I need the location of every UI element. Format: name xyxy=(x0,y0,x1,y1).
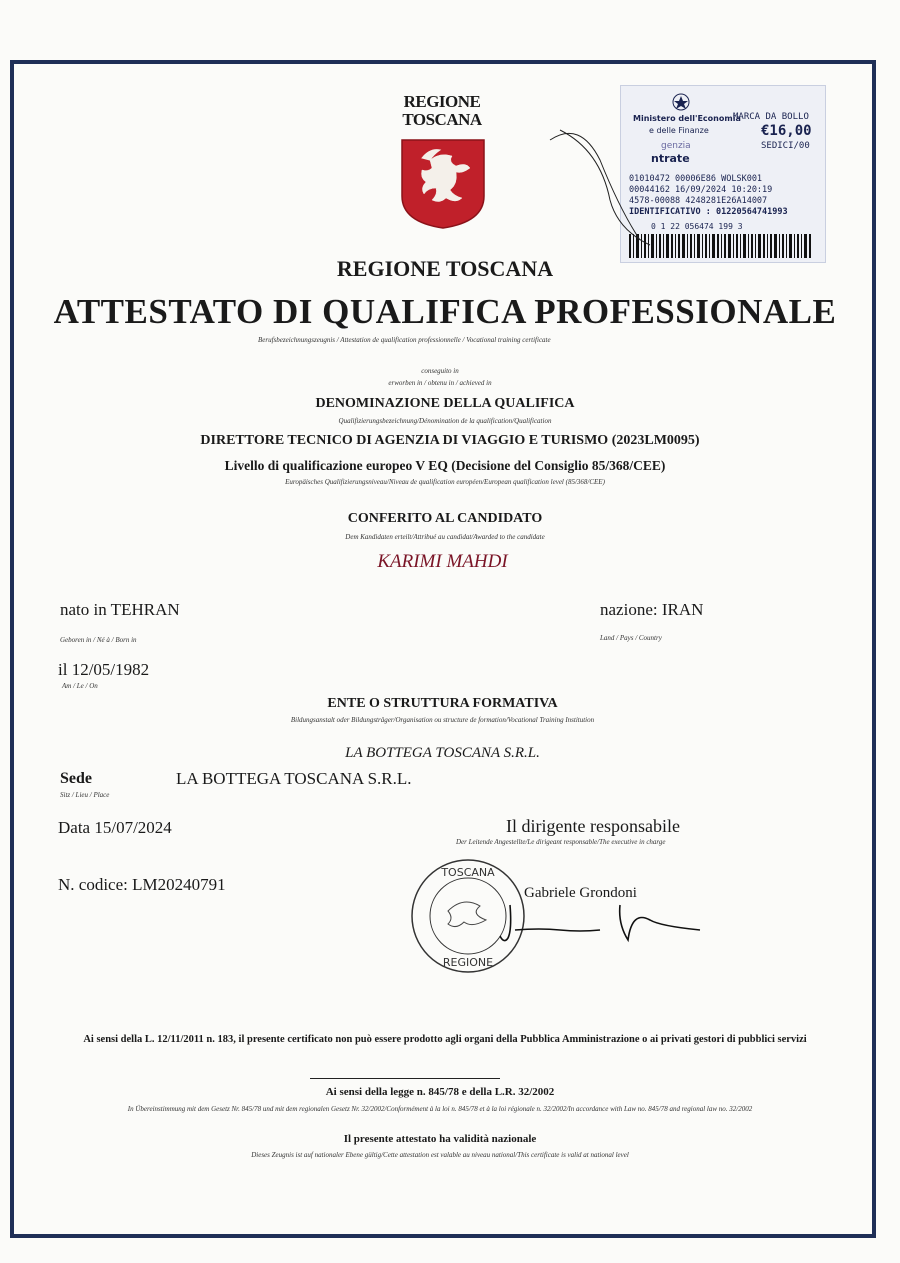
seat-value: LA BOTTEGA TOSCANA S.R.L. xyxy=(176,769,412,788)
region-heading: REGIONE TOSCANA xyxy=(336,256,554,281)
obtained-label: conseguito in xyxy=(421,367,459,375)
birthdate: il 12/05/1982 xyxy=(58,660,150,679)
ministry-emblem-icon xyxy=(671,92,691,112)
stamp-amount: €16,00 xyxy=(761,123,812,139)
candidate-heading-translation: Dem Kandidaten erteilt/Attribué au candidat/Awarded to the candidate xyxy=(345,533,545,541)
region-logo-text xyxy=(392,93,492,129)
region-shield-logo xyxy=(400,138,486,230)
legal-notice: Ai sensi della L. 12/11/2011 n. 183, il presente certificato non può essere prodotto agli organi della Pubblica Amministrazione o ai privati gestori di pubblici servizi xyxy=(83,1034,807,1045)
qualification-heading-translation: Qualifizierungsbezeichnung/Dénomination de la qualification/Qualification xyxy=(338,417,552,425)
handwritten-signature xyxy=(460,900,710,950)
stamp-type: MARCA DA BOLLO xyxy=(733,112,809,122)
birthdate-translation: Am / Le / On xyxy=(62,682,98,690)
stamp-cancellation-scribble xyxy=(540,100,660,250)
qualification-level: Livello di qualificazione europeo V EQ (Decisione del Consiglio 85/368/CEE) xyxy=(224,458,666,473)
stamp-row-3: 4578-00088 4248281E26A14007 xyxy=(629,196,768,206)
stamp-barcode-number: 0 1 22 056474 199 3 xyxy=(651,222,743,231)
national-validity: Il presente attestato ha validità nazionale xyxy=(343,1133,537,1145)
qualification-name: DIRETTORE TECNICO DI AGENZIA DI VIAGGIO E TURISMO (2023LM0095) xyxy=(200,433,700,448)
qualification-level-translation: Europäisches Qualifizierungsniveau/Niveau de qualification européen/European qualification level (85/368/CEE) xyxy=(285,478,605,486)
seal-text-top: TOSCANA xyxy=(441,866,495,879)
signer-title: Il dirigente responsabile xyxy=(506,816,680,836)
stamp-row-1: 01010472 00006E86 WOLSK001 xyxy=(629,174,763,184)
signer-name: Gabriele Grondoni xyxy=(524,885,637,901)
candidate-name: KARIMI MAHDI xyxy=(377,551,508,572)
issue-date: Data 15/07/2024 xyxy=(58,818,172,837)
national-validity-translation: Dieses Zeugnis ist auf nationaler Ebene gültig/Cette attestation est valable au niveau national/This certificate is valid at national level xyxy=(251,1151,629,1159)
birthplace: nato in TEHRAN xyxy=(60,600,180,619)
seat-translation: Sitz / Lieu / Place xyxy=(60,791,110,799)
certificate-title-translation: Berufsbezeichnungszeugnis / Attestation de qualification professionnelle / Vocational training certificate xyxy=(258,336,551,344)
seal-text-bottom: REGIONE xyxy=(442,956,494,969)
stamp-row-2: 00044162 16/09/2024 10:20:19 xyxy=(629,185,773,195)
stamp-agency-line-1: genzia xyxy=(661,141,691,151)
obtained-translation: erworben in / obtenu in / achieved in xyxy=(388,379,492,387)
stamp-agency-line-2: ntrate xyxy=(651,152,690,165)
footer-divider xyxy=(310,1078,500,1079)
candidate-heading: CONFERITO AL CANDIDATO xyxy=(347,511,543,526)
nationality: nazione: IRAN xyxy=(600,600,704,619)
birthplace-translation: Geboren in / Né à / Born in xyxy=(60,636,137,644)
stamp-amount-words: SEDICI/00 xyxy=(761,141,810,151)
institution-heading-translation: Bildungsanstalt oder Bildungsträger/Organisation ou structure de formation/Vocational Training Institution xyxy=(290,716,595,724)
certificate-code: N. codice: LM20240791 xyxy=(58,875,226,894)
institution-heading: ENTE O STRUTTURA FORMATIVA xyxy=(327,696,558,711)
logo-line-2: TOSCANA xyxy=(402,110,482,129)
certificate-title: ATTESTATO DI QUALIFICA PROFESSIONALE xyxy=(53,292,837,331)
law-reference: Ai sensi della legge n. 845/78 e della L.R. 32/2002 xyxy=(325,1086,555,1098)
stamp-ministry-line-2: e delle Finanze xyxy=(649,126,709,135)
seat-label: Sede xyxy=(60,770,92,787)
institution-name: LA BOTTEGA TOSCANA S.R.L. xyxy=(345,745,540,761)
stamp-row-4: IDENTIFICATIVO : 01220564741993 xyxy=(629,207,788,217)
stamp-ministry-line-1: Ministero dell'Economia xyxy=(633,114,741,123)
nationality-translation: Land / Pays / Country xyxy=(600,634,662,642)
logo-line-1: REGIONE xyxy=(403,92,481,111)
signer-title-translation: Der Leitende Angestellte/Le dirigeant responsable/The executive in charge xyxy=(456,838,666,846)
law-reference-translation: In Übereinstimmung mit dem Gesetz Nr. 845/78 und mit dem regionalen Gesetz Nr. 32/2002/Conformément à la loi n. 845/78 et à la loi régionale n. 32/2002/In accordance with Law no. 845/78 and regional law no. 32/2002 xyxy=(127,1105,753,1113)
qualification-heading: DENOMINAZIONE DELLA QUALIFICA xyxy=(315,396,575,411)
